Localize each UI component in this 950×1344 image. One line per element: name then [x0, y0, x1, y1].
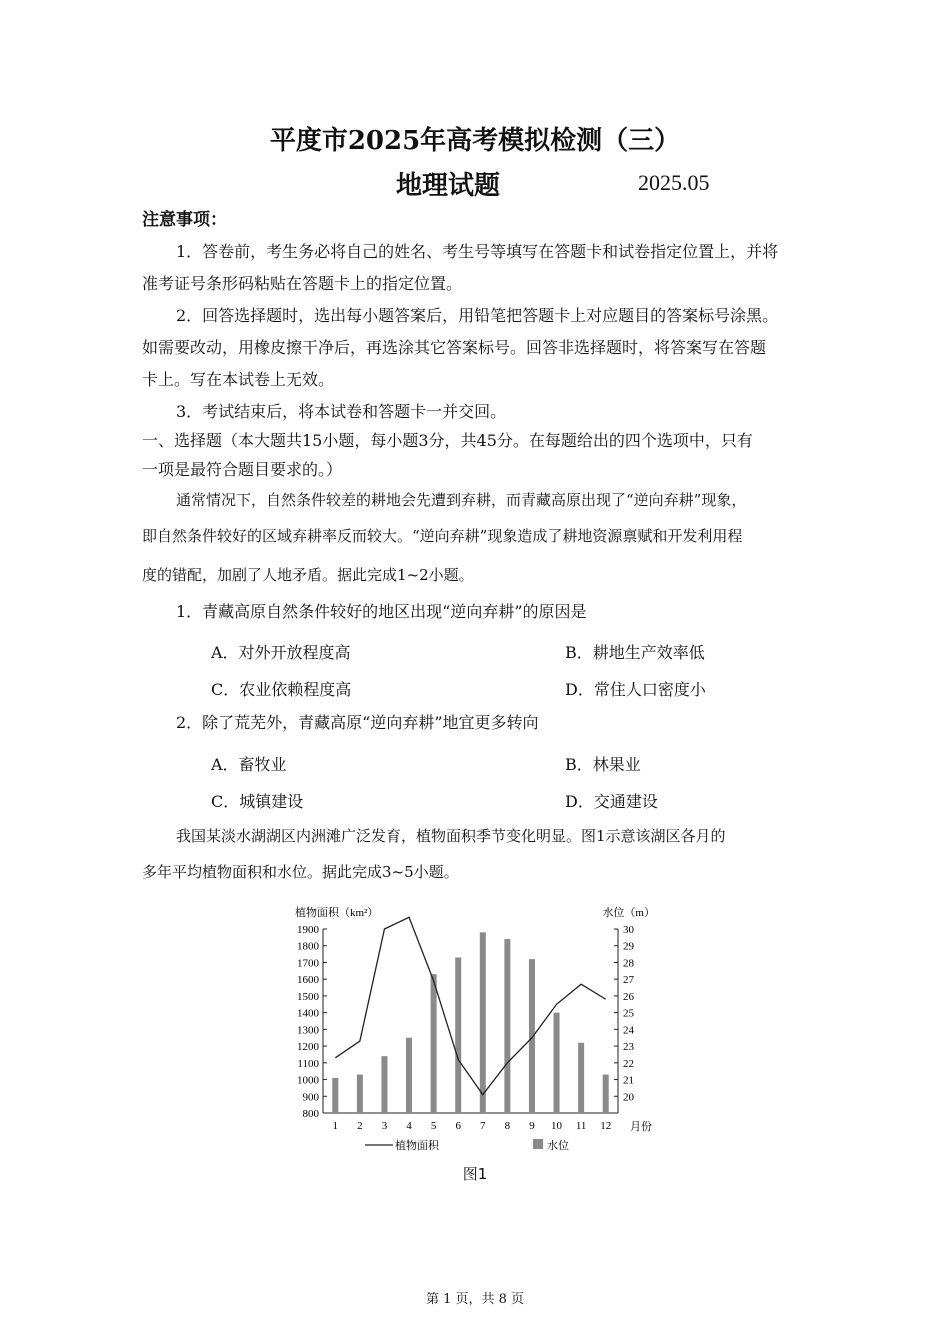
water-level-bar [431, 974, 437, 1113]
left-axis-label: 植物面积（km²） [295, 907, 379, 919]
x-tick-label: 12 [600, 1120, 612, 1132]
q1-option-b: B．耕地生产效率低 [565, 643, 705, 662]
x-tick-label: 4 [406, 1120, 412, 1132]
legend-bar-swatch [533, 1139, 543, 1149]
passage-1-line-3: 度的错配，加剧了人地矛盾。据此完成1~2小题。 [142, 566, 474, 584]
note-2-line-2: 如需要改动，用橡皮擦干净后，再选涂其它答案标号。回答非选择题时，将答案写在答题 [142, 338, 767, 357]
passage-1-line-1: 通常情况下，自然条件较差的耕地会先遭到弃耕，而青藏高原出现了“逆向弃耕”现象， [176, 491, 747, 509]
note-1-line-2: 准考证号条形码粘贴在答题卡上的指定位置。 [142, 274, 463, 293]
left-tick-label: 1400 [297, 1007, 319, 1020]
plant-area-line [335, 917, 605, 1094]
figure-caption: 图1 [462, 1165, 488, 1183]
page-footer: 第 1 页，共 8 页 [425, 1292, 525, 1307]
q1-option-d: D．常住人口密度小 [565, 680, 706, 699]
left-tick-label: 900 [302, 1091, 319, 1104]
x-axis-label: 月份 [630, 1121, 652, 1133]
water-level-bar [332, 1078, 338, 1113]
right-tick-label: 30 [623, 924, 634, 936]
water-level-bar [554, 1013, 560, 1113]
x-tick-label: 1 [332, 1120, 339, 1132]
x-tick-label: 5 [430, 1120, 437, 1132]
q2-stem: 2．除了荒芜外，青藏高原“逆向弃耕”地宜更多转向 [176, 713, 539, 732]
left-tick-label: 1600 [297, 974, 319, 987]
right-tick-label: 24 [623, 1024, 634, 1037]
left-tick-label: 1700 [297, 957, 319, 970]
passage-2-line-1: 我国某淡水湖湖区内洲滩广泛发育，植物面积季节变化明显。图1示意该湖区各月的 [176, 827, 726, 845]
note-3: 3．考试结束后，将本试卷和答题卡一并交回。 [176, 402, 507, 421]
x-tick-label: 10 [551, 1120, 563, 1132]
passage-2-line-2: 多年平均植物面积和水位。据此完成3~5小题。 [142, 863, 459, 881]
legend-line-label: 植物面积 [395, 1140, 439, 1152]
right-tick-label: 23 [623, 1041, 634, 1054]
right-tick-label: 26 [623, 990, 634, 1003]
x-tick-label: 9 [529, 1120, 535, 1132]
water-level-bar [603, 1075, 609, 1113]
left-tick-label: 800 [302, 1108, 319, 1120]
right-tick-label: 21 [623, 1074, 634, 1087]
figure-1-chart [285, 900, 665, 1160]
right-tick-label: 27 [623, 974, 634, 987]
water-level-bar [357, 1075, 363, 1113]
x-tick-label: 3 [381, 1120, 388, 1132]
q2-option-a: A．畜牧业 [211, 755, 287, 774]
left-tick-label: 1300 [297, 1024, 319, 1037]
left-tick-label: 1000 [297, 1074, 319, 1087]
note-1-line-1: 1．答卷前，考生务必将自己的姓名、考生号等填写在答题卡和试卷指定位置上，并将 [176, 242, 779, 261]
left-tick-label: 1100 [297, 1057, 319, 1070]
q2-option-d: D．交通建设 [565, 792, 658, 811]
right-tick-label: 25 [623, 1007, 634, 1020]
water-level-bar [529, 959, 535, 1113]
section-1-line-2: 一项是最符合题目要求的。） [142, 460, 343, 479]
exam-title: 平度市2025年高考模拟检测（三） [269, 126, 681, 156]
q2-option-c: C．城镇建设 [211, 792, 304, 811]
notes-heading: 注意事项： [142, 210, 227, 230]
water-level-bar [381, 1056, 387, 1113]
note-2-line-1: 2．回答选择题时，选出每小题答案后，用铅笔把答题卡上对应题目的答案标号涂黑。 [176, 306, 779, 325]
right-tick-label: 29 [623, 940, 634, 953]
water-level-bar [455, 957, 461, 1113]
q1-option-a: A．对外开放程度高 [211, 643, 351, 662]
passage-1-line-2: 即自然条件较好的区域弃耕率反而较大。“逆向弃耕”现象造成了耕地资源禀赋和开发利用程 [142, 527, 743, 545]
x-tick-label: 8 [504, 1120, 511, 1132]
x-tick-label: 11 [575, 1120, 587, 1132]
water-level-bar [578, 1043, 584, 1113]
exam-date: 2025.05 [638, 170, 710, 195]
q1-stem: 1．青藏高原自然条件较好的地区出现“逆向弃耕”的原因是 [176, 602, 587, 621]
subject-title: 地理试题 [396, 171, 501, 201]
water-level-bar [480, 932, 486, 1113]
right-tick-label: 28 [623, 957, 634, 970]
note-2-line-3: 卡上。写在本试卷上无效。 [142, 370, 335, 389]
q1-option-c: C．农业依赖程度高 [211, 680, 352, 699]
x-tick-label: 6 [455, 1120, 461, 1132]
x-tick-label: 2 [357, 1120, 363, 1132]
legend-bar-label: 水位 [547, 1140, 569, 1152]
left-tick-label: 1900 [297, 924, 319, 936]
left-tick-label: 1200 [297, 1041, 319, 1054]
left-tick-label: 1500 [297, 990, 319, 1003]
section-1-line-1: 一、选择题（本大题共15小题，每小题3分，共45分。在每题给出的四个选项中，只有 [142, 431, 753, 450]
left-tick-label: 1800 [297, 940, 319, 953]
right-axis-label: 水位（m） [602, 907, 655, 919]
water-level-bar [504, 939, 510, 1113]
x-tick-label: 7 [480, 1120, 486, 1132]
right-tick-label: 22 [623, 1057, 634, 1070]
q2-option-b: B．林果业 [565, 755, 641, 774]
water-level-bar [406, 1038, 412, 1113]
right-tick-label: 20 [623, 1091, 634, 1104]
